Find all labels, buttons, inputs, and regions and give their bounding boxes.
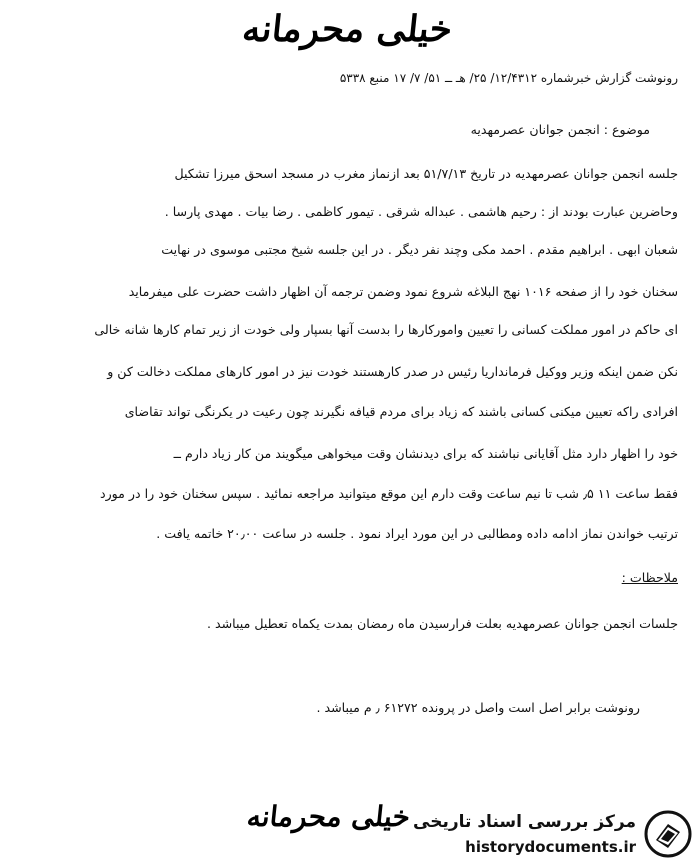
body-line: خود را اظهار دارد مثل آقایانی نباشند که برای دیدنشان وقت میخواهی میگویند من کار زیاد دارم ــ <box>173 446 678 461</box>
watermark <box>413 806 698 862</box>
body-line: افرادی راکه تعیین میکنی کسانی باشند که زیاد برای مردم قیافه نگیرند چون رعیت در یکرنگی تواند تقاضای <box>124 404 678 419</box>
report-reference: رونوشت گزارش خبرشماره ۱۲/۴۳۱۲/ ۲۵/ هـ ــ ۵۱/ ۷/ ۱۷ منبع ۵۳۳۸ <box>339 71 678 85</box>
classification-stamp-bottom: خیلی محرمانه <box>245 800 412 833</box>
body-line: ای حاکم در امور مملکت کسانی را تعیین وامورکارها را بدست آنها بسپار ولی خودت از زیر تمام کارها شانه خالی <box>94 322 678 337</box>
report-subject: موضوع : انجمن جوانان عصرمهدیه <box>470 122 650 137</box>
watermark-url: historydocuments.ir <box>465 838 636 856</box>
notes-text: جلسات انجمن جوانان عصرمهدیه بعلت فرارسیدن ماه رمضان بمدت یکماه تعطیل میباشد . <box>206 616 678 631</box>
body-line: ترتیب خواندن نماز ادامه داده ومطالبی در این مورد ایراد نمود . جلسه در ساعت ۲۰٫۰۰ خاتمه یافت . <box>156 526 678 541</box>
body-line: سخنان خود را از صفحه ۱۰۱۶ نهج البلاغه شروع نمود وضمن ترجمه آن اظهار داشت حضرت علی میفرماید <box>128 284 678 299</box>
body-line: وحاضرین عبارت بودند از : رحیم هاشمی . عبداله شرقی . تیمور کاظمی . رضا بیات . مهدی پارسا . <box>164 204 678 219</box>
watermark-title: مرکز بررسی اسناد تاریخی <box>413 812 636 832</box>
body-line: فقط ساعت ۱۱ ٫۵ شب تا نیم ساعت وقت دارم این موقع میتوانید مراجعه نمائید . سپس سخنان خود را در مورد <box>99 486 678 501</box>
body-line: نکن ضمن اینکه وزیر ووکیل فرمانداریا رئیس در صدر کارهستند خودت نیز در امور کارهای مملکت دخالت کن و <box>107 364 678 379</box>
notes-heading: ملاحظات : <box>621 570 678 585</box>
body-line: شعبان ابهی . ابراهیم مقدم . احمد مکی وچند نفر دیگر . در این جلسه شیخ مجتبی موسوی در نهایت <box>161 242 678 257</box>
book-icon <box>644 810 692 858</box>
closing-line: رونوشت برابر اصل است واصل در پرونده ۶۱۲۷۲ ٫ م میباشد . <box>316 700 640 715</box>
classification-stamp-top: خیلی محرمانه <box>240 8 455 50</box>
body-line: جلسه انجمن جوانان عصرمهدیه در تاریخ ۵۱/۷/۱۳ بعد ازنماز مغرب در مسجد اسحق میرزا تشکیل <box>174 166 678 181</box>
